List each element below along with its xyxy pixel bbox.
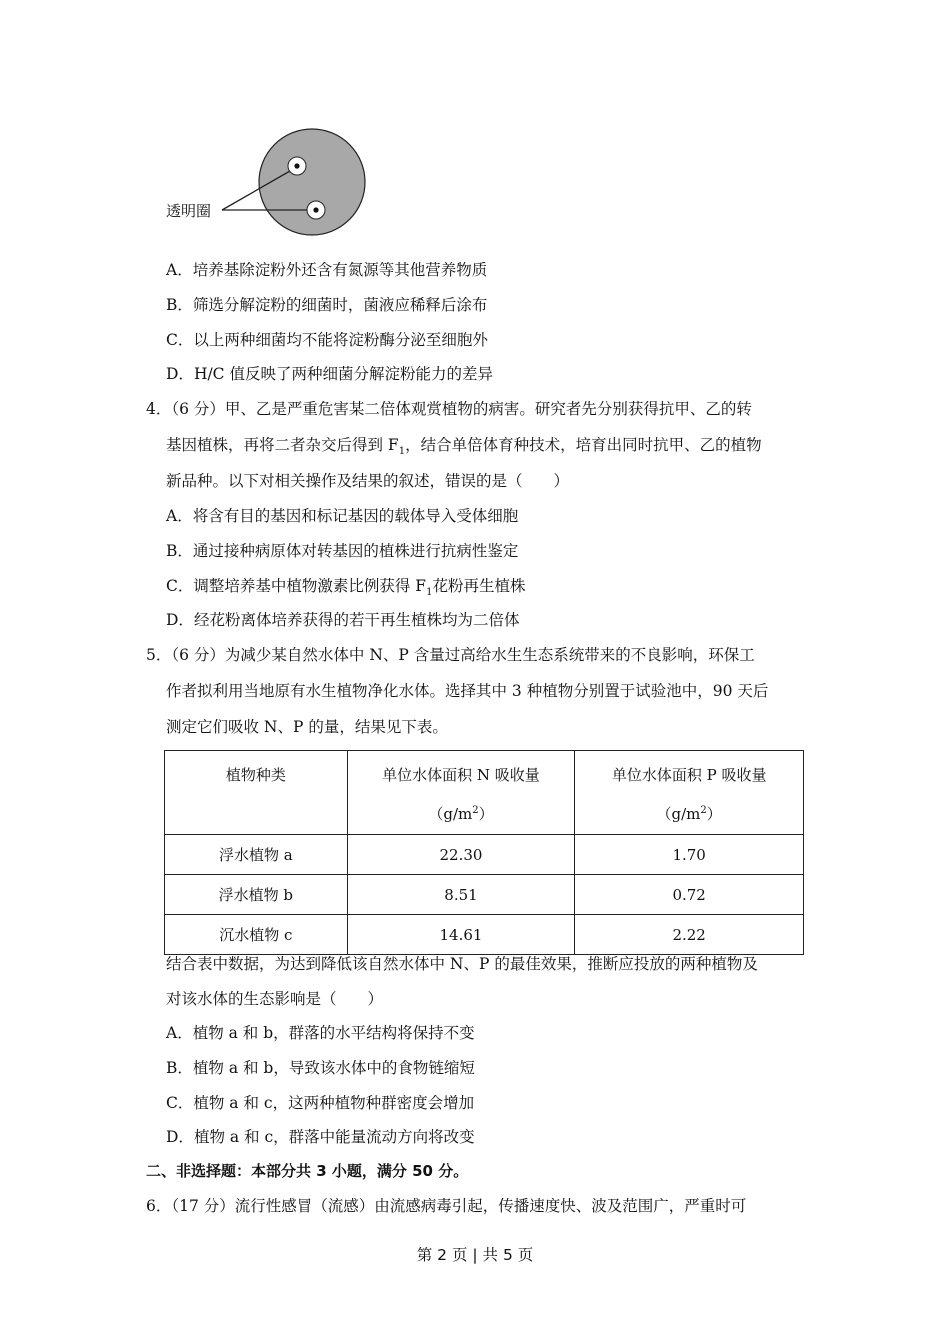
q4-stem-line3: 新品种。以下对相关操作及结果的叙述，错误的是（ ） <box>166 472 570 490</box>
table-header-cell: 植物种类 <box>165 751 348 835</box>
section-heading: 二、非选择题：本部分共 3 小题，满分 50 分。 <box>146 1162 469 1180</box>
q5-stem-line1: 5．（6 分）为减少某自然水体中 N、P 含量过高给水生生态系统带来的不良影响，环保工 <box>146 646 755 664</box>
page-footer: 第 2 页 | 共 5 页 <box>416 1246 534 1264</box>
petri-dish-figure <box>150 128 380 240</box>
petri-dish <box>259 129 365 235</box>
q4-option-d: D．经花粉离体培养获得的若干再生植株均为二倍体 <box>166 611 520 629</box>
q5-option-b: B．植物 a 和 b，导致该水体中的食物链缩短 <box>166 1059 475 1077</box>
table-cell: 22.30 <box>347 835 575 875</box>
q3-option-b: B．筛选分解淀粉的细菌时，菌液应稀释后涂布 <box>166 296 488 314</box>
q4-option-c: C．调整培养基中植物激素比例获得 $F_1$花粉再生植株 <box>166 577 526 599</box>
table-row <box>165 915 804 955</box>
absorption-table <box>164 750 804 955</box>
q4-option-b: B．通过接种病原体对转基因的植株进行抗病性鉴定 <box>166 542 519 560</box>
figure-label: 透明圈 <box>166 202 212 220</box>
q3-option-c: C．以上两种细菌均不能将淀粉酶分泌至细胞外 <box>166 331 488 349</box>
table-header-cell: 单位水体面积 N 吸收量 $(g/m^2)$ <box>347 751 575 835</box>
colony-1 <box>294 163 299 168</box>
table-cell: 0.72 <box>575 875 804 915</box>
table-cell: 沉水植物 c <box>165 915 348 955</box>
q5-after-line1: 结合表中数据，为达到降低该自然水体中 N、P 的最佳效果，推断应投放的两种植物及 <box>166 955 758 973</box>
q4-stem-line2: 基因植株，再将二者杂交后得到 $F_1$，结合单倍体育种技术，培育出同时抗甲、乙的植物 <box>166 436 762 458</box>
q6-stem-line1: 6．（17 分）流行性感冒（流感）由流感病毒引起，传播速度快、波及范围广，严重时可 <box>146 1197 747 1215</box>
table-row <box>165 875 804 915</box>
q3-option-a: A．培养基除淀粉外还含有氮源等其他营养物质 <box>166 261 488 279</box>
q4-stem-line1: 4．（6 分）甲、乙是严重危害某二倍体观赏植物的病害。研究者先分别获得抗甲、乙的转 <box>146 400 752 418</box>
table-header-row <box>165 751 804 835</box>
q5-after-line2: 对该水体的生态影响是（ ） <box>166 990 384 1008</box>
table-cell: 2.22 <box>575 915 804 955</box>
q3-option-d: D．H/C 值反映了两种细菌分解淀粉能力的差异 <box>166 365 493 383</box>
q5-stem-line2: 作者拟利用当地原有水生植物净化水体。选择其中 3 种植物分别置于试验池中，90 天后 <box>166 682 769 700</box>
table-cell: 浮水植物 a <box>165 835 348 875</box>
table-cell: 8.51 <box>347 875 575 915</box>
q5-option-d: D．植物 a 和 c，群落中能量流动方向将改变 <box>166 1128 475 1146</box>
table-cell: 1.70 <box>575 835 804 875</box>
table-header-cell: 单位水体面积 P 吸收量 $(g/m^2)$ <box>575 751 804 835</box>
table-cell: 14.61 <box>347 915 575 955</box>
table-cell: 浮水植物 b <box>165 875 348 915</box>
q5-option-a: A．植物 a 和 b，群落的水平结构将保持不变 <box>166 1024 475 1042</box>
q4-option-a: A．将含有目的基因和标记基因的载体导入受体细胞 <box>166 507 519 525</box>
q5-option-c: C．植物 a 和 c，这两种植物种群密度会增加 <box>166 1094 475 1112</box>
colony-2 <box>313 207 318 212</box>
q5-stem-line3: 测定它们吸收 N、P 的量，结果见下表。 <box>166 718 448 736</box>
table-row <box>165 835 804 875</box>
